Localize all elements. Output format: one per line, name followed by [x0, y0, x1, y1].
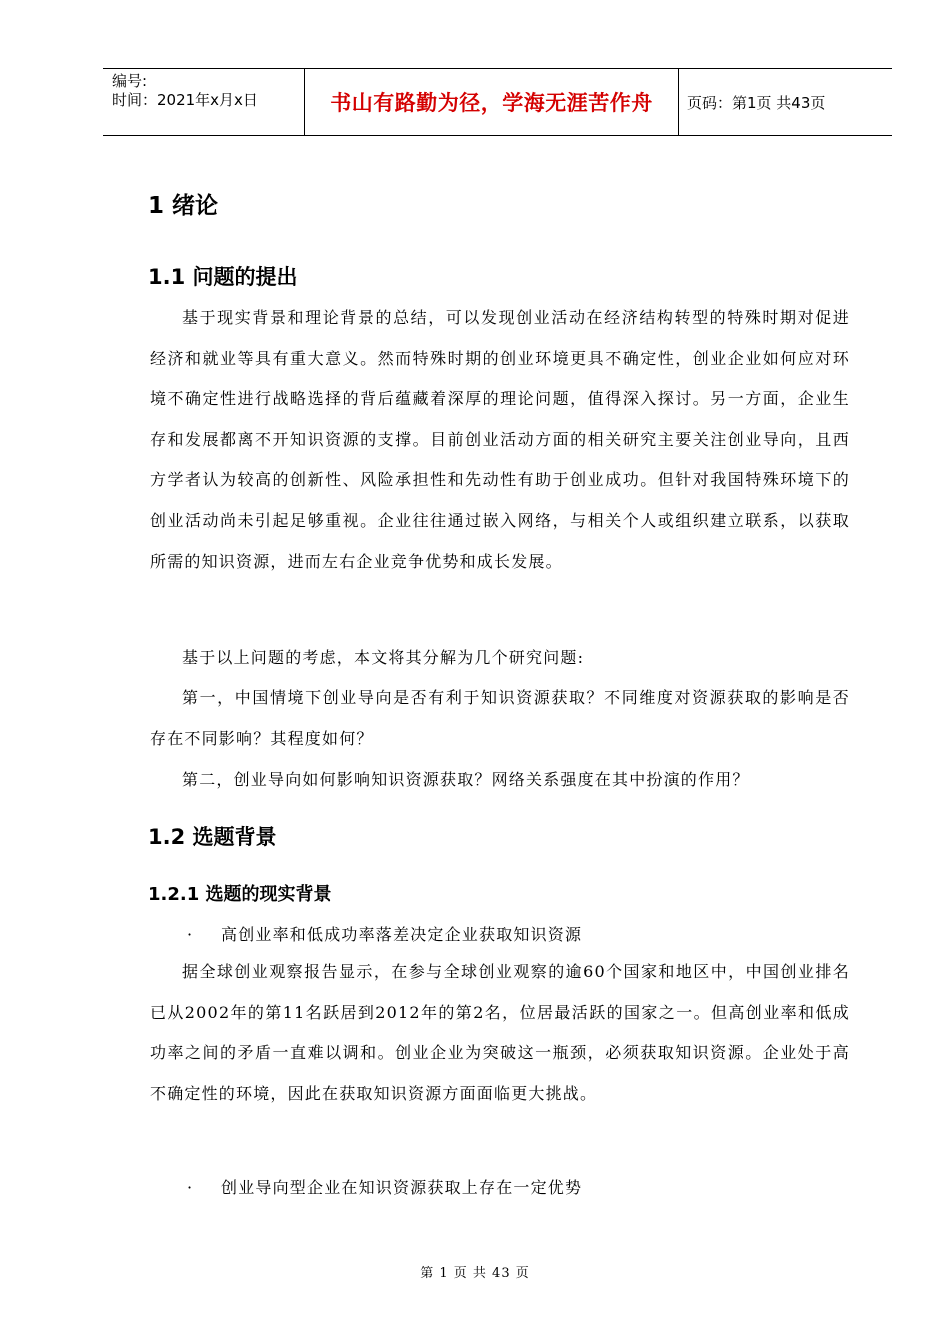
chapter-title: 1 绪论: [148, 193, 219, 219]
section-title-1-2: 1.2 选题背景: [148, 825, 277, 849]
paragraph-question-2: 第二，创业导向如何影响知识资源获取？网络关系强度在其中扮演的作用？: [182, 770, 750, 789]
paragraph-reality-background: 据全球创业观察报告显示，在参与全球创业观察的逾60个国家和地区中，中国创业排名已从2002年的第11名跃居到2012年的第2名，位居最活跃的国家之一。但高创业率和低成功率之间的矛盾一直难以调和。创业企业为突破这一瓶颈，必须获取知识资源。企业处于高不确定性的环境，因此在获取知识资源方面面临更大挑战。: [150, 962, 850, 1103]
document-date-label: 时间：2021年x月x日: [112, 91, 258, 109]
document-number-label: 编号:: [112, 72, 148, 90]
page-header: [103, 68, 892, 136]
bullet-item-1: [187, 922, 582, 945]
header-motto: 书山有路勤为径，学海无涯苦作舟: [305, 69, 679, 135]
paragraph-research-intro: 基于以上问题的考虑，本文将其分解为几个研究问题:: [182, 648, 585, 667]
bullet-item-2: [187, 1175, 582, 1198]
bullet-mark: ·: [187, 1178, 194, 1197]
subsection-title-1-2-1: 1.2.1 选题的现实背景: [148, 884, 332, 905]
header-info-cell: [103, 69, 305, 135]
header-page-number: 页码：第1页 共43页: [687, 93, 826, 112]
paragraph-problem-background: 基于现实背景和理论背景的总结，可以发现创业活动在经济结构转型的特殊时期对促进经济和就业等具有重大意义。然而特殊时期的创业环境更具不确定性，创业企业如何应对环境不确定性进行战略选择的背后蕴藏着深厚的理论问题，值得深入探讨。另一方面，企业生存和发展都离不开知识资源的支撑。目前创业活动方面的相关研究主要关注创业导向，且西方学者认为较高的创新性、风险承担性和先动性有助于创业成功。但针对我国特殊环境下的创业活动尚未引起足够重视。企业往往通过嵌入网络，与相关个人或组织建立联系，以获取所需的知识资源，进而左右企业竞争优势和成长发展。: [150, 308, 850, 571]
section-title-1-1: 1.1 问题的提出: [148, 265, 298, 289]
bullet-item-1-text: 高创业率和低成功率落差决定企业获取知识资源: [221, 925, 583, 944]
bullet-mark: ·: [187, 925, 194, 944]
bullet-item-2-text: 创业导向型企业在知识资源获取上存在一定优势: [221, 1178, 583, 1197]
page-footer: 第 1 页 共 43 页: [420, 1266, 530, 1281]
paragraph-question-1: 第一，中国情境下创业导向是否有利于知识资源获取？不同维度对资源获取的影响是否存在不同影响？其程度如何？: [150, 688, 850, 748]
